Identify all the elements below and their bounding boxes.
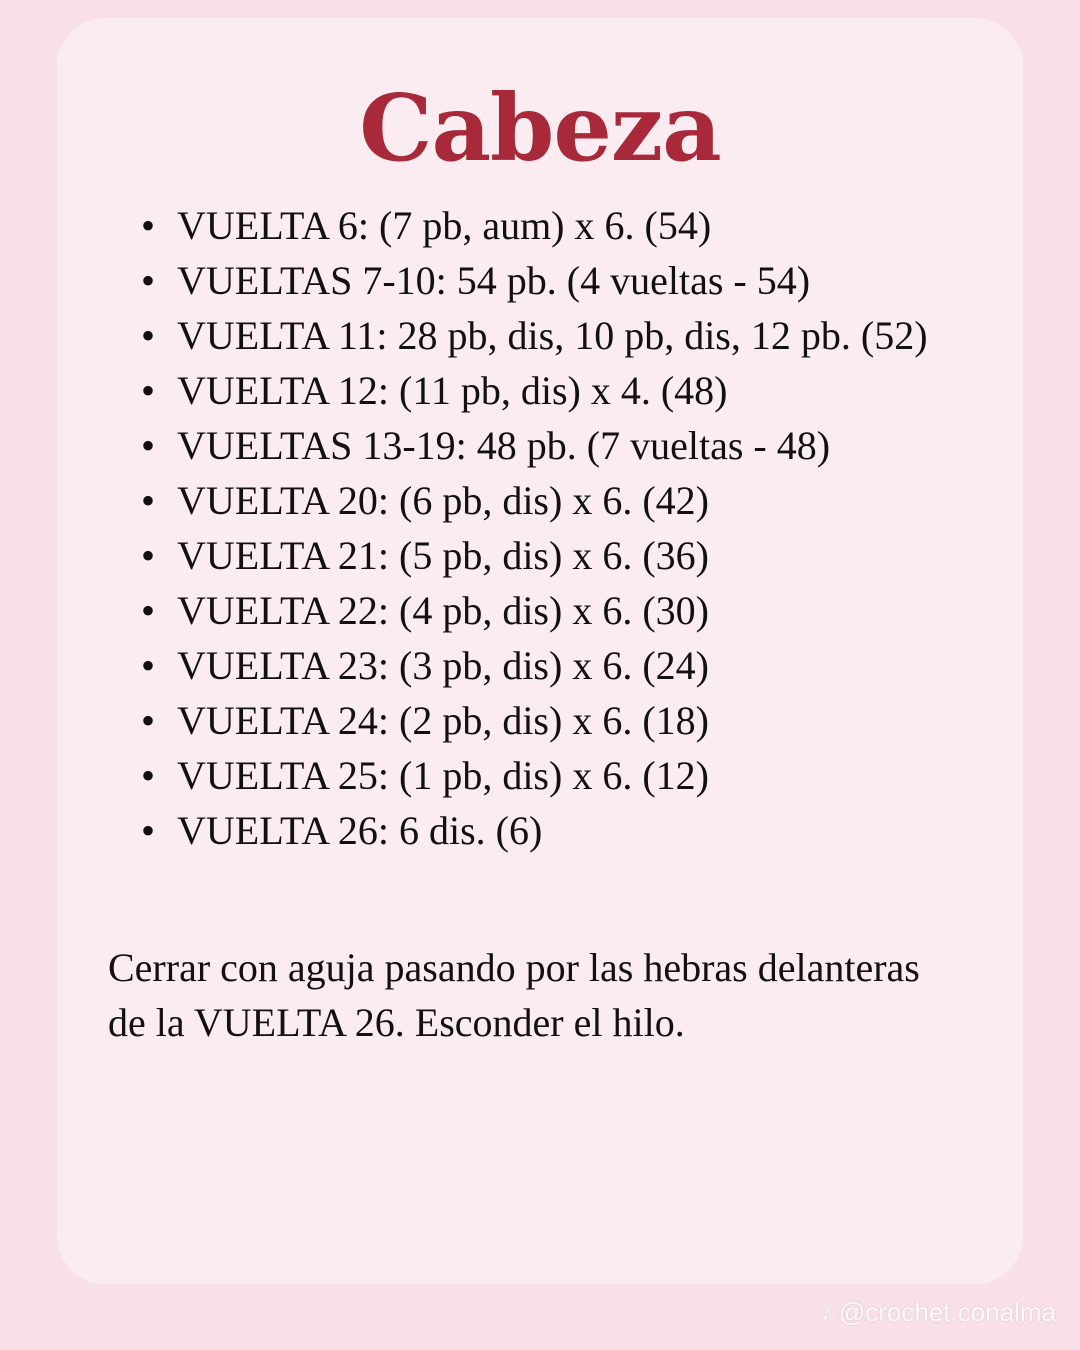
bullet-icon: • xyxy=(141,368,156,413)
round-text: VUELTA 6: (7 pb, aum) x 6. (54) xyxy=(177,203,712,248)
round-item xyxy=(137,748,937,803)
tiktok-icon: ♪ xyxy=(820,1298,833,1326)
bullet-icon: • xyxy=(141,258,156,303)
bullet-icon: • xyxy=(141,808,156,853)
round-item xyxy=(137,253,937,308)
round-text: VUELTAS 13-19: 48 pb. (7 vueltas - 48) xyxy=(177,423,831,468)
round-item xyxy=(137,418,937,473)
bullet-icon: • xyxy=(141,643,156,688)
bullet-icon: • xyxy=(141,313,156,358)
round-text: VUELTAS 7-10: 54 pb. (4 vueltas - 54) xyxy=(177,258,811,303)
round-text: VUELTA 21: (5 pb, dis) x 6. (36) xyxy=(177,533,709,578)
round-item xyxy=(137,198,937,253)
round-text: VUELTA 24: (2 pb, dis) x 6. (18) xyxy=(177,698,709,743)
page-title: Cabeza xyxy=(359,74,721,182)
closing-instructions: Cerrar con aguja pasando por las hebras delanteras de la VUELTA 26. Esconder el hilo. xyxy=(108,945,920,1045)
watermark xyxy=(821,1297,1056,1328)
round-item xyxy=(137,803,937,858)
watermark-handle: @crochet.conalma xyxy=(838,1297,1056,1327)
round-text: VUELTA 11: 28 pb, dis, 10 pb, dis, 12 pb. (52) xyxy=(177,313,928,358)
round-item xyxy=(137,693,937,748)
round-item xyxy=(137,528,937,583)
round-item xyxy=(137,583,937,638)
bullet-icon: • xyxy=(141,533,156,578)
round-text: VUELTA 22: (4 pb, dis) x 6. (30) xyxy=(177,588,709,633)
round-list xyxy=(137,198,937,858)
bullet-icon: • xyxy=(141,698,156,743)
round-item xyxy=(137,473,937,528)
round-text: VUELTA 26: 6 dis. (6) xyxy=(177,808,543,853)
round-text: VUELTA 12: (11 pb, dis) x 4. (48) xyxy=(177,368,728,413)
bullet-icon: • xyxy=(141,203,156,248)
bullet-icon: • xyxy=(141,588,156,633)
round-text: VUELTA 20: (6 pb, dis) x 6. (42) xyxy=(177,478,709,523)
round-item xyxy=(137,638,937,693)
round-item xyxy=(137,308,937,363)
round-item xyxy=(137,363,937,418)
round-text: VUELTA 23: (3 pb, dis) x 6. (24) xyxy=(177,643,709,688)
pattern-card xyxy=(57,18,1023,1284)
bullet-icon: • xyxy=(141,478,156,523)
bullet-icon: • xyxy=(141,423,156,468)
round-text: VUELTA 25: (1 pb, dis) x 6. (12) xyxy=(177,753,709,798)
bullet-icon: • xyxy=(141,753,156,798)
